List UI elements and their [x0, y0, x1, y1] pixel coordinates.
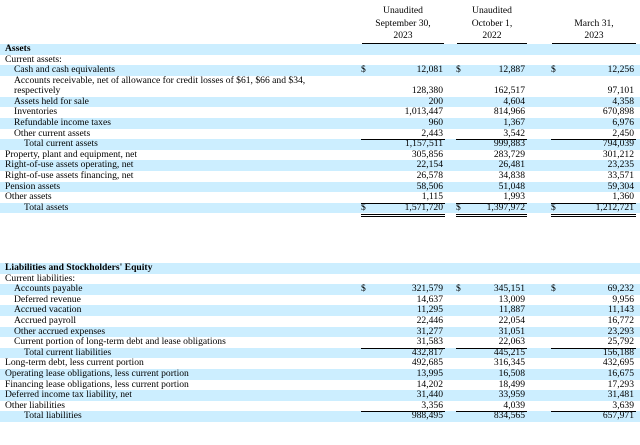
row-value: 31,277: [416, 325, 443, 337]
row-value: 23,293: [607, 325, 634, 337]
row-label: Other current assets: [14, 127, 91, 139]
row-value: 18,499: [498, 378, 525, 390]
table-row: [0, 171, 640, 182]
row-value: 988,495: [411, 410, 443, 422]
row-value: 69,232: [607, 283, 634, 295]
row-value: 31,051: [498, 325, 525, 337]
table-row: [0, 316, 640, 327]
row-label: Deferred revenue: [14, 293, 81, 305]
column-header-mar-2023: [552, 18, 636, 44]
row-value: 283,729: [493, 148, 525, 160]
table-row: [0, 305, 640, 316]
row-value: 1,571,720: [404, 201, 443, 213]
row-value: 999,883: [493, 138, 525, 150]
column-headers: [0, 0, 640, 44]
row-value: 26,578: [416, 169, 443, 181]
table-row: [0, 411, 640, 422]
row-value: 445,215: [493, 346, 525, 358]
column-header-line: March 31,: [574, 17, 614, 29]
row-value: 31,440: [416, 389, 443, 401]
row-value: 16,772: [607, 314, 634, 326]
row-label: Right-of-use assets financing, net: [5, 169, 134, 181]
row-value: 200: [428, 95, 443, 107]
table-row: [0, 97, 640, 108]
row-value: 22,054: [498, 314, 525, 326]
row-value: 34,838: [498, 169, 525, 181]
column-header-line: Unaudited: [383, 5, 423, 16]
column-header-line: September 30,: [375, 17, 431, 29]
row-label: Other assets: [5, 191, 52, 203]
row-value: 4,039: [503, 399, 525, 411]
table-row: [0, 390, 640, 401]
column-header-line: 2023: [552, 30, 636, 44]
row-value: 670,898: [602, 106, 634, 118]
column-header-line: October 1,: [471, 17, 513, 29]
row-value: 1,115: [421, 191, 443, 203]
table-row: [0, 295, 640, 306]
row-value: 1,367: [503, 116, 525, 128]
row-label: Total current assets: [24, 138, 98, 150]
row-label: Other liabilities: [5, 399, 65, 411]
section-title-row: [0, 44, 640, 55]
row-value: 22,154: [416, 159, 443, 171]
table-row: [0, 118, 640, 129]
row-value: 1,993: [503, 191, 525, 203]
row-label: Refundable income taxes: [14, 116, 111, 128]
row-value: 345,151: [493, 283, 525, 295]
column-header-line: 2022: [457, 30, 527, 44]
row-value: 16,675: [607, 367, 634, 379]
liabilities-table: [0, 263, 640, 422]
section-title: Liabilities and Stockholders' Equity: [5, 262, 153, 273]
column-header-sep-2023: [362, 5, 444, 44]
table-row: [0, 182, 640, 193]
currency-symbol: $: [456, 201, 461, 213]
row-value: 11,887: [498, 304, 525, 316]
row-value: 1,360: [612, 191, 634, 203]
row-label: Assets held for sale: [14, 95, 89, 107]
row-value: 97,101: [607, 85, 634, 97]
row-value: 3,639: [612, 399, 634, 411]
row-label: Accrued vacation: [14, 304, 82, 316]
row-label: Total current liabilities: [24, 346, 112, 358]
row-value: 14,637: [416, 293, 443, 305]
subsection-header-row: [0, 274, 640, 285]
row-value: 1,013,447: [404, 106, 443, 118]
row-value: 12,887: [498, 64, 525, 76]
row-value: 305,856: [411, 148, 443, 160]
row-value: 33,571: [607, 169, 634, 181]
section-title-row: [0, 263, 640, 274]
row-value: 432,695: [602, 357, 634, 369]
row-label: Accrued payroll: [14, 314, 77, 326]
currency-symbol: $: [361, 283, 366, 295]
row-label: Cash and cash equivalents: [14, 64, 115, 76]
row-value: 58,506: [416, 180, 443, 192]
row-value: 1,157,511: [404, 138, 443, 150]
row-label: Right-of-use assets operating, net: [5, 159, 134, 171]
row-label: Other accrued expenses: [14, 325, 106, 337]
row-value: 4,358: [612, 95, 634, 107]
subsection-header: Current assets:: [5, 53, 62, 65]
row-value: 162,517: [493, 85, 525, 97]
row-value: 3,542: [503, 127, 525, 139]
row-value: 657,971: [602, 410, 634, 422]
row-value: 59,304: [607, 180, 634, 192]
currency-symbol: $: [456, 283, 461, 295]
row-value: 3,356: [421, 399, 443, 411]
row-value: 14,202: [416, 378, 443, 390]
column-header-oct-2022: [457, 5, 527, 44]
row-value: 2,450: [612, 127, 634, 139]
row-value: 26,481: [498, 159, 525, 171]
row-value: 1,212,721: [595, 201, 634, 213]
row-label: Accounts payable: [14, 283, 83, 295]
row-value: 11,143: [607, 304, 634, 316]
row-value: 316,345: [493, 357, 525, 369]
row-value: 22,063: [498, 336, 525, 348]
subsection-header: Current liabilities:: [5, 272, 76, 284]
row-value: 6,976: [612, 116, 634, 128]
row-value: 960: [428, 116, 443, 128]
row-value: 432,817: [411, 346, 443, 358]
column-header-line: 2023: [362, 30, 444, 44]
row-label: Total assets: [24, 201, 69, 213]
row-value: 11,295: [416, 304, 443, 316]
row-value: 25,792: [607, 336, 634, 348]
row-value: 13,009: [498, 293, 525, 305]
table-row: [0, 76, 640, 97]
currency-symbol: $: [551, 201, 556, 213]
row-label: Property, plant and equipment, net: [5, 148, 138, 160]
row-value: 301,212: [602, 148, 634, 160]
row-value: 794,039: [602, 138, 634, 150]
currency-symbol: $: [361, 64, 366, 76]
row-value: 17,293: [607, 378, 634, 390]
row-value: 321,579: [411, 283, 443, 295]
table-row: [0, 401, 640, 412]
row-value: 156,188: [602, 346, 634, 358]
row-label: Inventories: [14, 106, 58, 118]
currency-symbol: $: [551, 64, 556, 76]
row-value: 31,481: [607, 389, 634, 401]
section-title: Assets: [5, 43, 31, 54]
table-row: [0, 203, 640, 214]
row-value: 12,081: [416, 64, 443, 76]
row-value: 9,956: [612, 293, 634, 305]
row-label: Financing lease obligations, less current portion: [5, 378, 189, 390]
row-value: 814,966: [493, 106, 525, 118]
row-label: Total liabilities: [24, 410, 82, 422]
row-value: 12,256: [607, 64, 634, 76]
row-value: 22,446: [416, 314, 443, 326]
row-label: Accounts receivable, net of allowance for credit losses of $61, $66 and $34, respectively: [14, 74, 306, 97]
row-value: 13,995: [416, 367, 443, 379]
row-value: 1,397,972: [486, 201, 525, 213]
currency-symbol: $: [456, 64, 461, 76]
row-value: 128,380: [411, 85, 443, 97]
table-row: [0, 192, 640, 203]
row-label: Operating lease obligations, less current portion: [5, 367, 189, 379]
row-label: Long-term debt, less current portion: [5, 357, 144, 369]
currency-symbol: $: [551, 283, 556, 295]
table-row: [0, 284, 640, 295]
row-label: Deferred income tax liability, net: [5, 389, 132, 401]
table-row: [0, 369, 640, 380]
row-value: 834,565: [493, 410, 525, 422]
row-label: Current portion of long-term debt and lease obligations: [14, 336, 226, 348]
row-value: 31,583: [416, 336, 443, 348]
row-value: 2,443: [421, 127, 443, 139]
row-value: 23,235: [607, 159, 634, 171]
row-value: 492,685: [411, 357, 443, 369]
row-value: 51,048: [498, 180, 525, 192]
currency-symbol: $: [361, 201, 366, 213]
row-value: 4,604: [503, 95, 525, 107]
assets-table: [0, 44, 640, 213]
column-header-line: Unaudited: [472, 5, 512, 16]
row-label: Pension assets: [5, 180, 61, 192]
row-value: 33,959: [498, 389, 525, 401]
row-value: 16,508: [498, 367, 525, 379]
